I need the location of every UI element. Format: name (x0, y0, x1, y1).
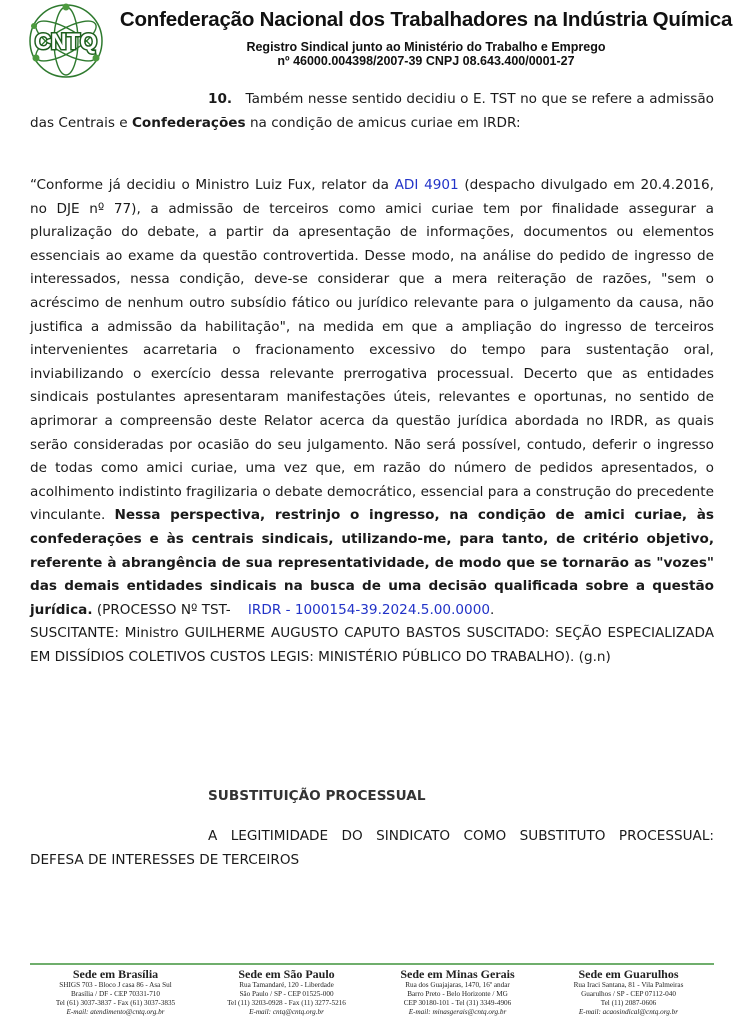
office-email-link[interactable]: E-mail: acaosindical@cntq.org.br (578, 1008, 679, 1016)
registration-block (112, 40, 740, 68)
footer (30, 967, 714, 1023)
paragraph-10-text-b: na condição de amicus curiae em IRDR: (245, 114, 521, 131)
paragraph-10-bold: Confederações (131, 114, 246, 131)
section-subtitle: A LEGITIMIDADE DO SINDICATO COMO SUBSTITUTO PROCESSUAL: DEFESA DE INTERESSES DE TERCEIROS (30, 828, 714, 868)
office-city: Guarulhos / SP - CEP 07112-040 (581, 990, 676, 998)
cntq-logo-icon (20, 2, 112, 80)
logo-text: CNTQ (34, 29, 98, 54)
office-title: Sede em Guarulhos (578, 967, 679, 981)
office-phone: Tel (11) 2087-0606 (600, 999, 657, 1007)
court-quotation (30, 174, 714, 669)
office-title: Sede em São Paulo (238, 967, 335, 981)
footer-office-brasilia (30, 967, 201, 1023)
section-title: SUBSTITUIÇÃO PROCESSUAL (208, 788, 426, 804)
office-address: Rua Iraci Santana, 81 - Vila Palmeiras (573, 981, 684, 989)
office-phone: Tel (11) 3203-0928 - Fax (11) 3277-5216 (227, 999, 346, 1007)
quote-tail: SUSCITANTE: Ministro GUILHERME AUGUSTO CAPUTO BASTOS SUSCITADO: SEÇÃO ESPECIALIZADA EM DISSÍDIOS COLETIVOS CUSTOS LEGIS: MINISTÉRIO PÚBLICO DO TRABALHO). (g.n) (30, 625, 714, 665)
office-title: Sede em Minas Gerais (400, 967, 515, 981)
office-email-link[interactable]: E-mail: cntq@cntq.org.br (249, 1008, 324, 1016)
footer-divider (30, 963, 714, 965)
quote-part-3: (PROCESSO Nº TST- (92, 601, 235, 618)
footer-office-minas-gerais (372, 967, 543, 1023)
office-email-link[interactable]: E-mail: minasgerais@cntq.org.br (408, 1008, 507, 1016)
office-address: Rua Tamandaré, 120 - Liberdade (239, 981, 334, 989)
paragraph-10-text-a: Também nesse sentido decidiu o E. TST no que se refere a admissão das Centrais e (30, 91, 715, 131)
office-city: Brasília / DF - CEP 70331-710 (71, 990, 160, 998)
organization-name: Confederação Nacional dos Trabalhadores na Indústria Química (119, 8, 733, 31)
registration-line-1: Registro Sindical junto ao Ministério do Trabalho e Emprego (246, 40, 606, 54)
office-address: SHIGS 703 - Bloco J casa 86 - Asa Sul (59, 981, 172, 989)
quote-part-4: . (490, 601, 495, 618)
paragraph-10 (30, 88, 714, 135)
footer-office-sao-paulo (201, 967, 372, 1023)
office-email-link[interactable]: E-mail: atendimento@cntq.org.br (66, 1008, 165, 1016)
office-phone: CEP 30180-101 - Tel (31) 3349-4906 (403, 999, 512, 1007)
footer-office-guarulhos (543, 967, 714, 1023)
quote-part-1: “Conforme já decidiu o Ministro Luiz Fux, relator da (30, 177, 395, 193)
letterhead (0, 0, 740, 82)
paragraph-number: 10. (208, 91, 233, 107)
office-city: São Paulo / SP - CEP 01525-000 (239, 990, 334, 998)
office-city: Barro Preto - Belo Horizonte / MG (407, 990, 508, 998)
office-address: Rua dos Guajajaras, 1470, 16º andar (405, 981, 510, 989)
office-phone: Tel (61) 3037-3837 - Fax (61) 3037-3835 (55, 999, 176, 1007)
quote-part-2: (despacho divulgado em 20.4.2016, no DJE nº 77), a admissão de terceiros como amici curiae tem por finalidade assegurar a pluralização do debate, a partir da apresentação de informações, documentos ou elementos essenciais ao exame da questão controvertida. Desse modo, na análise do pedido de ingresso de interessados, nessa condição, deve-se considerar que a mera reiteração de razões, "sem o acréscimo de nenhum outro subsídio fático ou jurídico relevante para o julgamento da causa, não justifica a admissão da habilitação", na medida em que a ampliação do ingresso de terceiros intervenientes acarretaria o fracionamento excessivo do tempo para sustentação oral, inviabilizando o exercício dessa relevante prerrogativa processual. Decerto que as entidades sindicais postulantes apresentaram manifestações úteis, relevantes e oportunas, no sentido de aprimorar a compreensão deste Relator acerca da questão jurídica abordada no IRDR, as quais serão consideradas por ocasião do seu julgamento. Não será possível, contudo, deferir o ingresso de todas como amici curiae, uma vez que, em razão do número de pedidos apresentados, o acolhimento indistinto fragilizaria o debate democrático, essencial para a construção do precedente vinculante. (30, 177, 714, 524)
irdr-process-link[interactable]: IRDR - 1000154-39.2024.5.00.0000 (247, 601, 490, 618)
adi-4901-link[interactable]: ADI 4901 (394, 177, 459, 193)
quote-bold-excerpt: Nessa perspectiva, restrinjo o ingresso, na condição de amici curiae, às confederações e às centrais sindicais, utilizando-me, para tanto, de critério objetivo, referente à abrangência de sua representatividade, de modo que se tornarão as "vozes" das demais entidades sindicais na busca de uma decisão qualificada sobre a questão jurídica. (30, 507, 714, 618)
registration-line-2: nº 46000.004398/2007-39 CNPJ 08.643.400/0001-27 (277, 54, 575, 68)
office-title: Sede em Brasília (72, 967, 159, 981)
